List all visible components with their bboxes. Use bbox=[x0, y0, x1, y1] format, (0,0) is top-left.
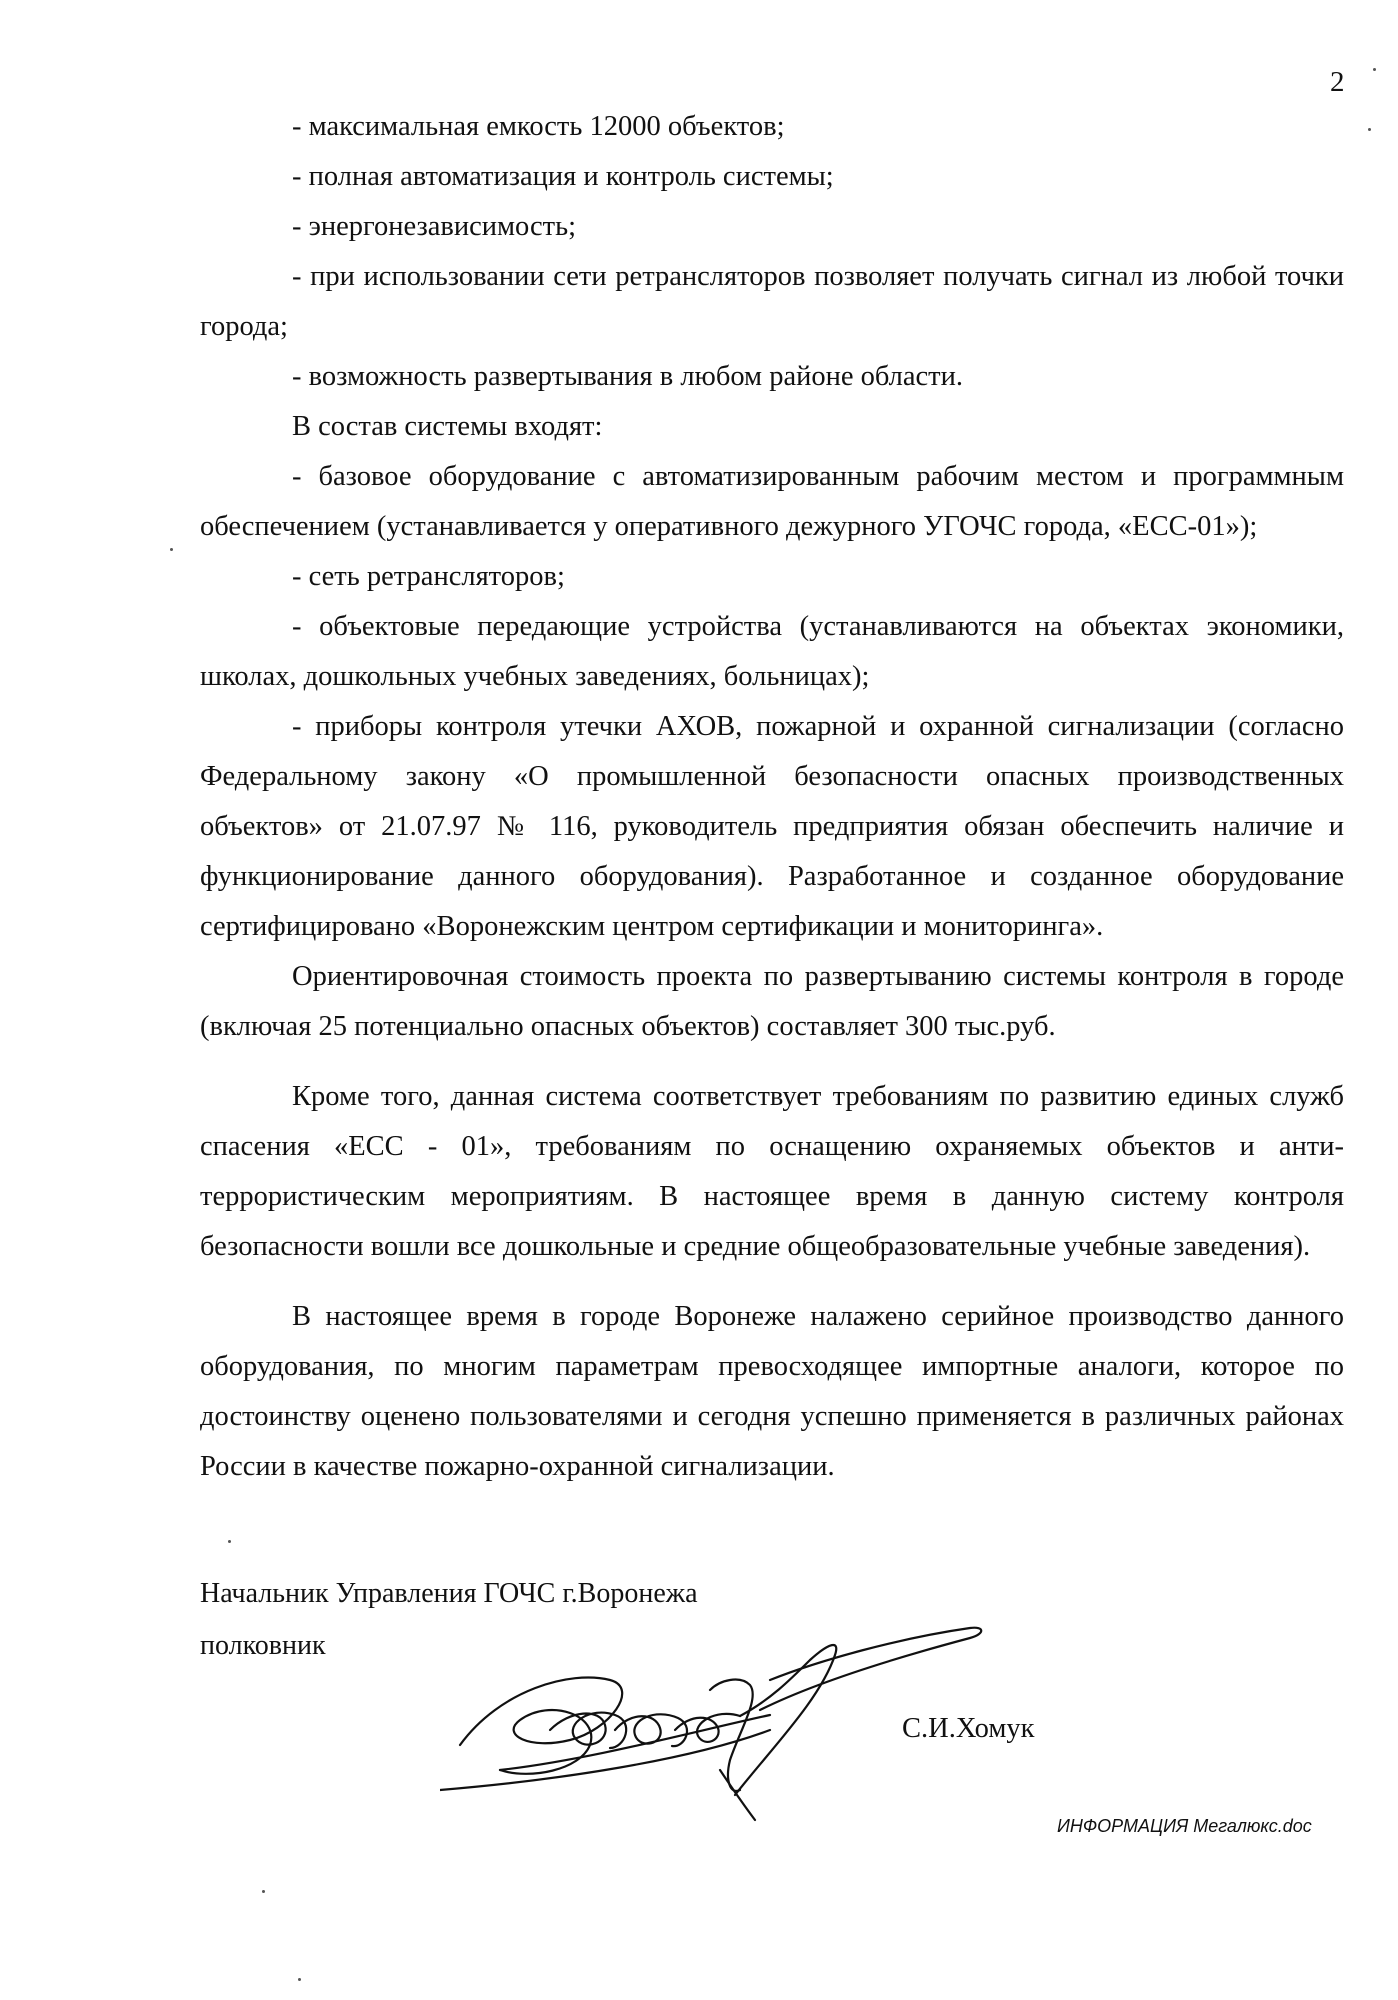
scan-speck bbox=[228, 1540, 231, 1543]
paragraph-cost: Ориентировочная стоимость проекта по развертыванию системы контроля в городе (включая 25 потенциально опасных объектов) составляет 300 тыс.руб. bbox=[200, 961, 1344, 1042]
scan-speck bbox=[262, 1890, 265, 1893]
signer-rank: полковник bbox=[200, 1630, 326, 1661]
signer-position-title: Начальник Управления ГОЧС г.Воронежа bbox=[200, 1578, 698, 1609]
signer-name: С.И.Хомук bbox=[902, 1713, 1035, 1744]
list-item-sensors: - приборы контроля утечки АХОВ, пожарной и охранной сигнализации (согласно Федеральному закону «О промышленной безопасности опасных производственных объектов» от 21.07.97 № 116, руководитель предприятия обязан обеспечить наличие и функционирование данного оборудования). Разработанное и созданное оборудование сертифицировано «Воронежским центром сертификации и мониторинга». bbox=[200, 711, 1344, 942]
scan-speck bbox=[298, 1978, 301, 1981]
list-item-base-equipment: - базовое оборудование с автоматизированным рабочим местом и программным обеспечением (устанавливается у оперативного дежурного УГОЧС города, «ЕСС-01»); bbox=[200, 461, 1344, 542]
list-item-capacity: - максимальная емкость 12000 объектов; bbox=[292, 111, 785, 142]
list-item-relay-coverage: - при использовании сети ретрансляторов позволяет получать сигнал из любой точки города; bbox=[200, 261, 1344, 342]
file-reference: ИНФОРМАЦИЯ Мегалюкс.doc bbox=[1057, 1816, 1312, 1836]
page-number: 2 bbox=[1330, 66, 1345, 98]
document-body bbox=[200, 102, 1344, 1492]
scan-speck bbox=[170, 548, 173, 551]
list-item-energy: - энергонезависимость; bbox=[292, 211, 577, 242]
scan-speck bbox=[1368, 128, 1371, 131]
paragraph-requirements: Кроме того, данная система соответствует требованиям по развитию единых служб спасения «ЕСС - 01», требованиям по оснащению охраняемых объектов и анти-террористическим мероприятиям. В настоящее время в данную систему контроля безопасности вошли все дошкольные и средние общеобразовательные учебные заведения). bbox=[200, 1081, 1344, 1262]
list-item-relay-network: - сеть ретрансляторов; bbox=[292, 561, 565, 592]
handwritten-signature bbox=[440, 1620, 1000, 1830]
composition-heading: В состав системы входят: bbox=[292, 411, 603, 442]
list-item-transmitters: - объектовые передающие устройства (устанавливаются на объектах экономики, школах, дошкольных учебных заведениях, больницах); bbox=[200, 611, 1344, 692]
list-item-automation: - полная автоматизация и контроль системы; bbox=[292, 161, 834, 192]
scan-speck bbox=[1373, 68, 1376, 71]
list-item-deployment: - возможность развертывания в любом районе области. bbox=[292, 361, 964, 392]
paragraph-production: В настоящее время в городе Воронеже налажено серийное производство данного оборудования, по многим параметрам превосходящее импортные аналоги, которое по достоинству оценено пользователями и сегодня успешно применяется в различных районах России в качестве пожарно-охранной сигнализации. bbox=[200, 1301, 1344, 1482]
